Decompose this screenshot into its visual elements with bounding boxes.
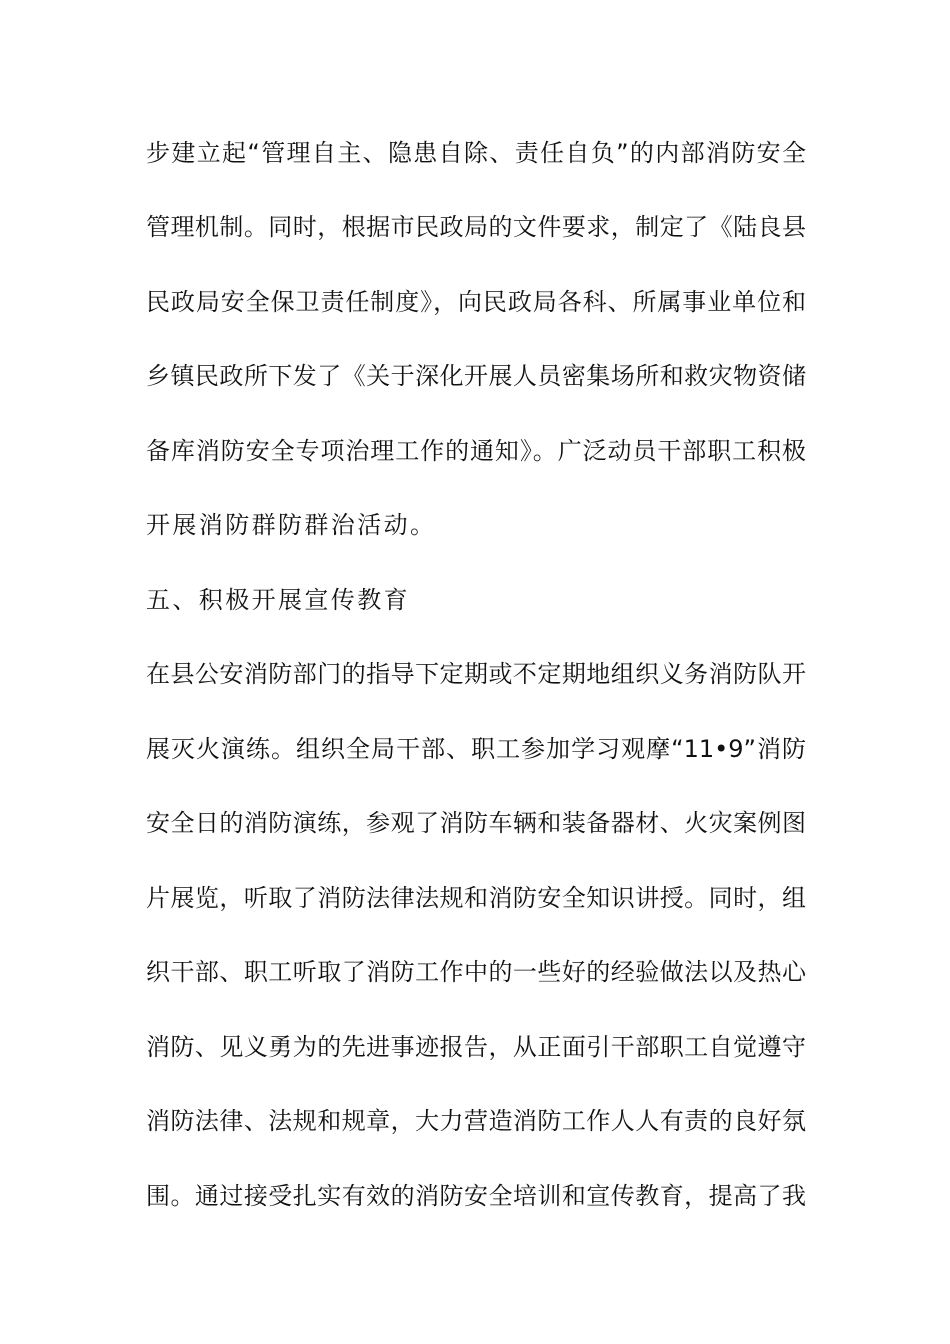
paragraph-line: 织干部、职工听取了消防工作中的一些好的经验做法以及热心 xyxy=(146,958,806,986)
paragraph-line: 消防法律、法规和规章，大力营造消防工作人人有责的良好氛 xyxy=(146,1107,806,1135)
paragraph-line: 在县公安消防部门的指导下定期或不定期地组织义务消防队开 xyxy=(146,660,806,688)
paragraph-line: 开展消防群防群治活动。 xyxy=(146,511,437,539)
paragraph-line: 展灭火演练。组织全局干部、职工参加学习观摩“11•9”消防 xyxy=(146,735,806,763)
paragraph-line: 民政局安全保卫责任制度》，向民政局各科、所属事业单位和 xyxy=(146,288,806,316)
paragraph-line: 安全日的消防演练，参观了消防车辆和装备器材、火灾案例图 xyxy=(146,809,806,837)
paragraph-line: 备库消防安全专项治理工作的通知》。广泛动员干部职工积极 xyxy=(146,437,806,465)
paragraph-line: 消防、见义勇为的先进事迹报告，从正面引干部职工自觉遵守 xyxy=(146,1033,806,1061)
paragraph-line: 片展览，听取了消防法律法规和消防安全知识讲授。同时，组 xyxy=(146,884,806,912)
paragraph-line: 乡镇民政所下发了《关于深化开展人员密集场所和救灾物资储 xyxy=(146,362,806,390)
paragraph-line: 围。通过接受扎实有效的消防安全培训和宣传教育，提高了我 xyxy=(146,1182,806,1210)
section-heading: 五、积极开展宣传教育 xyxy=(146,586,410,614)
paragraph-line: 步建立起“管理自主、隐患自除、责任自负”的内部消防安全 xyxy=(146,139,806,167)
paragraph-line: 管理机制。同时，根据市民政局的文件要求，制定了《陆良县 xyxy=(146,213,806,241)
